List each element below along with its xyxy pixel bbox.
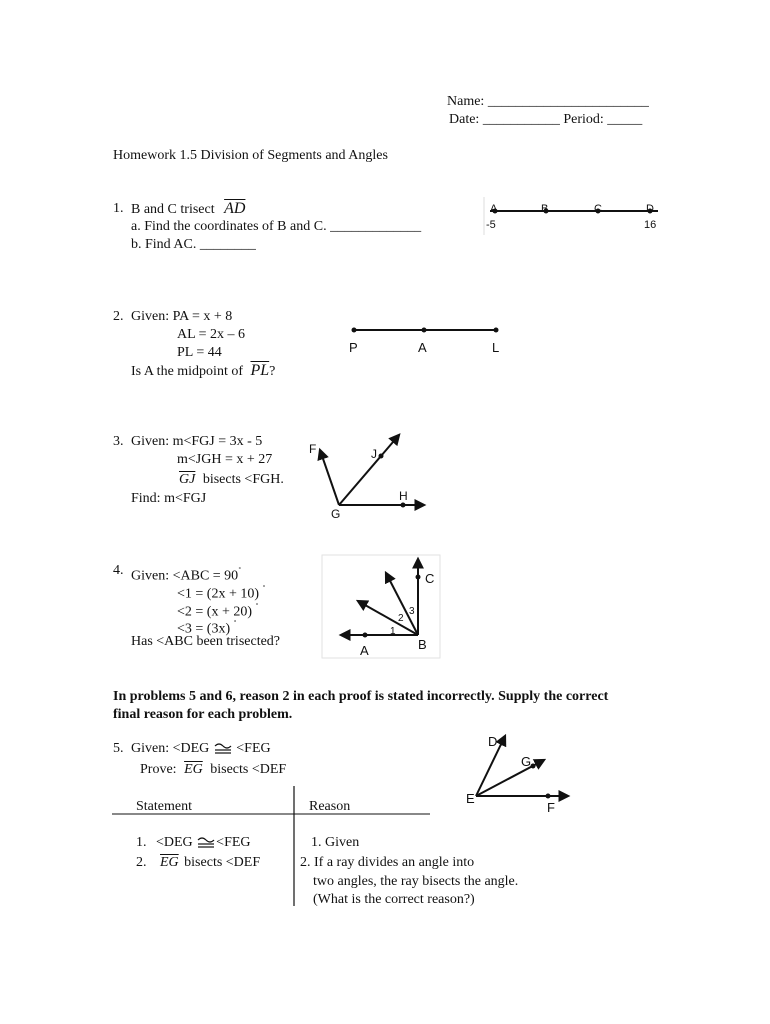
fig4-label-2: 2 [398,613,404,624]
problem-5-given [131,740,271,758]
problem-3-bisects: bisects <FGH. [202,472,284,487]
problem-2-line3: PL = 44 [177,345,222,360]
problem-2-line2: AL = 2x – 6 [177,327,246,342]
fig2-label-a: A [418,340,427,355]
angle3-expression: <3 = (3x) [177,621,231,637]
fig1-label-a: A [490,203,498,215]
row-1-angle-2: <FEG [216,835,251,850]
fig4-label-3: 3 [409,606,415,617]
problem-3-find: Find: m<FGJ [131,491,207,506]
problem-2-given: Given: PA = x + 8 [131,309,233,324]
fig3-label-f: F [309,442,317,456]
problem-5-given-text: Given: <DEG [131,741,210,756]
prove-label: Prove: [140,762,177,777]
problem-1-statement: B and C trisect [131,202,215,217]
proof-row-1-reason: 1. Given [311,835,360,850]
problem-5-given-angle: <FEG [236,741,271,756]
row-1-angle: <DEG [156,835,193,850]
fig3-label-j: J [371,447,377,461]
problem-3-number: 3. [113,434,124,449]
degree-symbol: ˚ [233,619,237,629]
problem-4-given-text: Given: <ABC = 90 [131,568,239,584]
fig1-label-b: B [541,203,549,215]
fig4-label-1: 1 [390,626,396,637]
name-field-label: Name: _______________________ [447,94,649,109]
fig1-label-c: C [594,203,602,215]
fig5-label-f: F [547,800,555,815]
fig5-label-e: E [466,791,475,806]
fig3-label-h: H [399,489,408,503]
problem-5-number: 5. [113,741,124,756]
problem-1b: b. Find AC. ________ [131,237,256,252]
fig1-left-value: -5 [486,219,496,231]
problem-2-question-text: Is A the midpoint of [131,364,243,379]
prove-statement: bisects <DEF [210,762,287,777]
fig4-label-a: A [360,643,369,658]
fig3-label-g: G [331,507,341,521]
problem-1a: a. Find the coordinates of B and C. _____________ [131,219,422,234]
degree-symbol: ˚ [262,584,266,594]
problem-1-number: 1. [113,201,124,216]
problem-2-question-mark: ? [269,364,276,379]
instructions-line-1: In problems 5 and 6, reason 2 in each proof is stated incorrectly. Supply the correct [113,689,609,704]
problem-1-text [131,200,245,219]
angle2-expression: <2 = (x + 20) [177,604,253,620]
congruent-symbol [213,742,233,756]
fig5-label-d: D [488,734,498,749]
problem-3-given: Given: m<FGJ = 3x - 5 [131,434,263,449]
figure-3-angle [300,418,430,523]
congruent-symbol [196,836,216,850]
problem-4-number: 4. [113,563,124,578]
angle1-expression: <1 = (2x + 10) [177,586,260,602]
problem-2-question [131,362,275,381]
degree-symbol: ˚ [238,566,242,576]
proof-row-2-reason-cont-2: (What is the correct reason?) [313,892,475,907]
proof-row-1-statement [136,834,251,852]
problem-5-prove [140,761,286,779]
segment-pl: $\overline{PL}$ [250,362,270,379]
problem-4-question: Has <ABC been trisected? [131,634,281,649]
ray-gj: $\overline{GJ}$ [179,472,196,487]
instructions-line-2: final reason for each problem. [113,707,293,722]
figure-1-number-line [480,195,670,235]
page-title: Homework 1.5 Division of Segments and Angles [113,148,388,163]
reason-header: Reason [309,799,351,814]
proof-row-2-reason: 2. If a ray divides an angle into [300,855,475,870]
fig1-right-value: 16 [644,219,657,231]
problem-3-line2: m<JGH = x + 27 [177,452,273,467]
fig5-label-g: G [521,754,532,769]
row-2-bisects: bisects <DEF [184,855,261,870]
fig4-label-b: B [418,637,427,652]
fig4-label-c: C [425,571,435,586]
fig1-label-d: D [646,203,654,215]
statement-header: Statement [136,799,192,814]
segment-ad: $\overline{AD}$ [224,200,246,217]
fig2-label-l: L [492,340,500,355]
row-2-number: 2. [136,855,147,870]
row-2-ray: $\overline{EG}$ [160,855,179,870]
fig2-label-p: P [349,340,358,355]
row-1-number: 1. [136,835,147,850]
problem-3-line3 [179,471,284,489]
proof-row-2-statement [136,854,260,872]
problem-2-number: 2. [113,309,124,324]
degree-symbol: ˚ [255,602,259,612]
proof-row-2-reason-cont-1: two angles, the ray bisects the angle. [313,874,519,889]
ray-eg: $\overline{EG}$ [184,762,203,777]
date-period-label: Date: ___________ Period: _____ [449,112,643,127]
